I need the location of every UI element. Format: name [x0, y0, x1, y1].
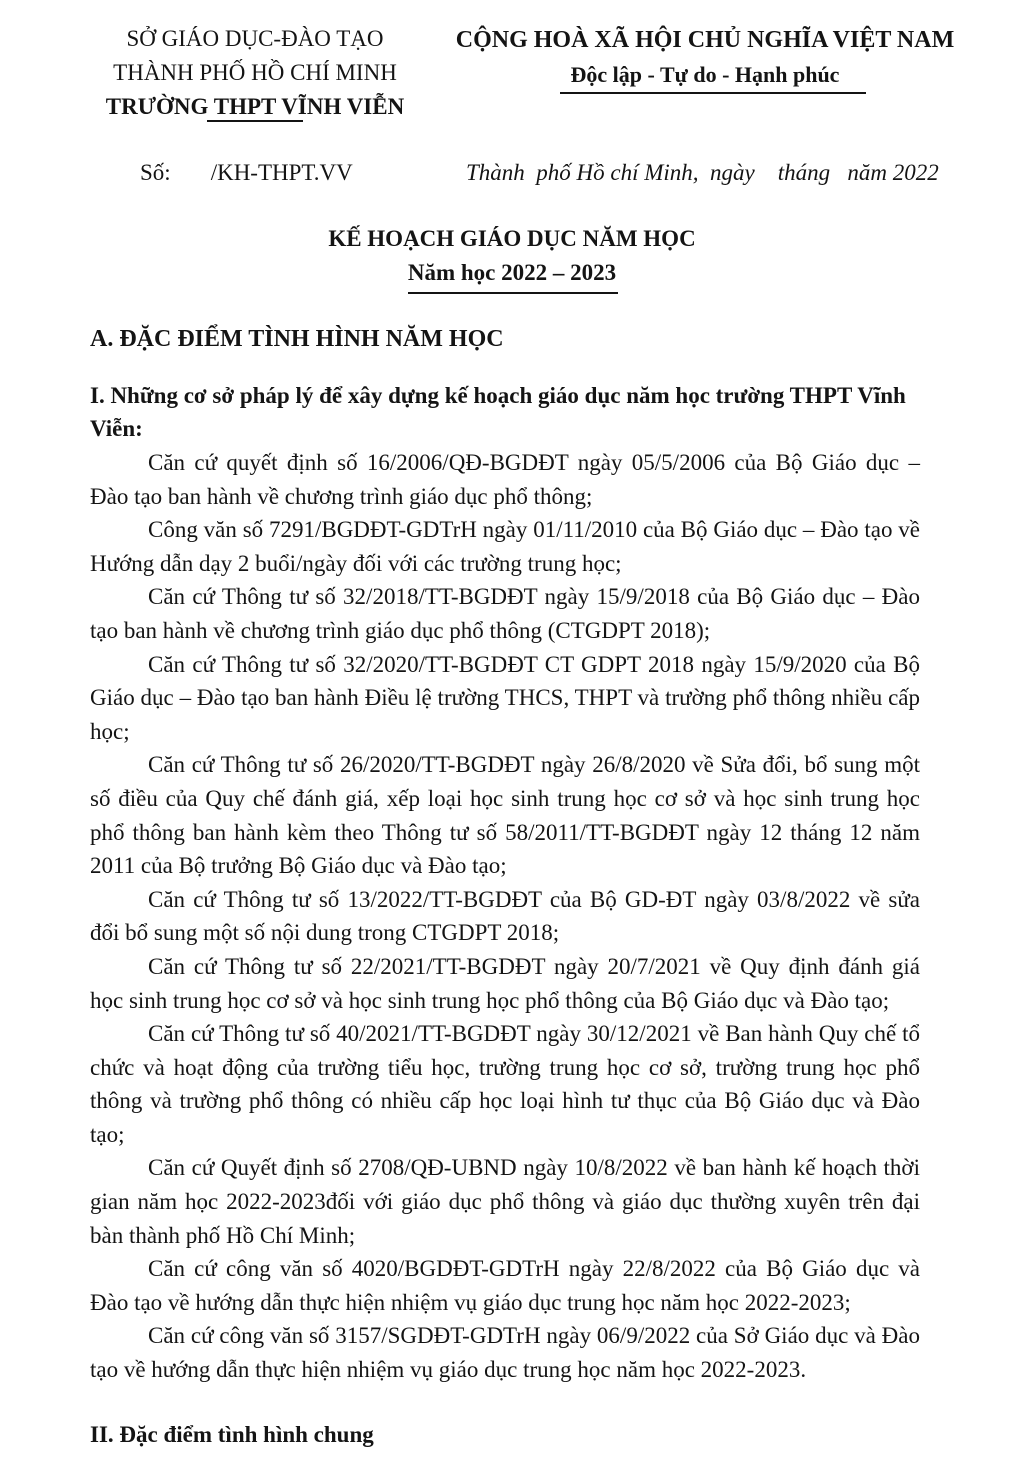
section-ii-heading: II. Đặc điểm tình hình chung: [90, 1422, 374, 1447]
legal-basis-paragraph: Căn cứ Thông tư số 13/2022/TT-BGDĐT của Bộ GD-ĐT ngày 03/8/2022 về sửa đổi bổ sung một số nội dung trong CTGDPT 2018;: [90, 886, 920, 946]
document-subtitle: Năm học 2022 – 2023: [407, 260, 617, 285]
legal-basis-paragraph: Căn cứ Thông tư số 40/2021/TT-BGDĐT ngày 30/12/2021 về Ban hành Quy chế tổ chức và hoạt động của trường tiểu học, trường trung học cơ sở, trường trung học phổ thông và trường phổ thông có nhiều cấp học loại hình tư thục của Bộ Giáo dục và Đào tạo;: [90, 1021, 920, 1147]
place-date-line: Thành phố Hồ chí Minh, ngày tháng năm 2022: [466, 160, 939, 185]
title-underline: [408, 292, 618, 294]
legal-basis-paragraph: Căn cứ Thông tư số 32/2018/TT-BGDĐT ngày 15/9/2018 của Bộ Giáo dục – Đào tạo ban hành về chương trình giáo dục phổ thông (CTGDPT 2018);: [90, 584, 920, 643]
section-i-heading: I. Những cơ sở pháp lý để xây dựng kế hoạch giáo dục năm học trường THPT Vĩnh Viễn:: [90, 383, 906, 441]
legal-basis-paragraph: Căn cứ Thông tư số 32/2020/TT-BGDĐT CT GDPT 2018 ngày 15/9/2020 của Bộ Giáo dục – Đào tạo ban hành Điều lệ trường THCS, THPT và trường phổ thông nhiều cấp học;: [90, 651, 920, 744]
document-number: [140, 158, 353, 188]
national-title-block: [440, 22, 970, 94]
legal-basis-paragraph: Công văn số 7291/BGDĐT-GDTrH ngày 01/11/2010 của Bộ Giáo dục – Đào tạo về Hướng dẫn dạy 2 buổi/ngày đối với các trường trung học;: [90, 517, 920, 576]
document-number-label: Số:: [140, 160, 171, 185]
national-motto: Độc lập - Tự do - Hạnh phúc: [570, 62, 840, 87]
legal-basis-paragraph: Căn cứ Quyết định số 2708/QĐ-UBND ngày 10/8/2022 về ban hành kế hoạch thời gian năm học 2022-2023đối với giáo dục phổ thông và giáo dục thường xuyên trên đại bàn thành phố Hồ Chí Minh;: [90, 1155, 920, 1248]
agency-department: SỞ GIÁO DỤC-ĐÀO TẠO: [126, 26, 384, 51]
legal-basis-list: [90, 446, 920, 1387]
legal-basis-paragraph: Căn cứ công văn số 4020/BGDĐT-GDTrH ngày 22/8/2022 của Bộ Giáo dục và Đào tạo về hướng dẫn thực hiện nhiệm vụ giáo dục trung học năm học 2022-2023;: [90, 1256, 920, 1315]
issuing-agency-block: [60, 22, 450, 122]
agency-school: TRƯỜNG THPT VĨNH VIỄN: [105, 94, 405, 119]
document-title: KẾ HOẠCH GIÁO DỤC NĂM HỌC: [328, 226, 696, 251]
legal-basis-paragraph: Căn cứ công văn số 3157/SGDĐT-GDTrH ngày 06/9/2022 của Sở Giáo dục và Đào tạo về hướng dẫn thực hiện nhiệm vụ giáo dục trung học năm học 2022-2023.: [90, 1323, 920, 1383]
legal-basis-paragraph: Căn cứ Thông tư số 26/2020/TT-BGDĐT ngày 26/8/2020 về Sửa đổi, bổ sung một số điều của Quy chế đánh giá, xếp loại học sinh trung học cơ sở và học sinh trung học phổ thông ban hành kèm theo Thông tư số 58/2011/TT-BGDĐT ngày 12 tháng 12 năm 2011 của Bộ trưởng Bộ Giáo dục và Đào tạo;: [90, 752, 920, 879]
country-name: CỘNG HOÀ XÃ HỘI CHỦ NGHĨA VIỆT NAM: [455, 27, 955, 53]
legal-basis-paragraph: Căn cứ quyết định số 16/2006/QĐ-BGDĐT ngày 05/5/2006 của Bộ Giáo dục – Đào tạo ban hành về chương trình giáo dục phổ thông;: [90, 450, 920, 509]
section-a-heading: A. ĐẶC ĐIỂM TÌNH HÌNH NĂM HỌC: [90, 326, 504, 352]
agency-city: THÀNH PHỐ HỒ CHÍ MINH: [113, 60, 397, 85]
document-title-block: [0, 222, 1024, 294]
motto-underline: [560, 92, 866, 94]
document-number-code: /KH-THPT.VV: [210, 160, 353, 185]
legal-basis-paragraph: Căn cứ Thông tư số 22/2021/TT-BGDĐT ngày 20/7/2021 về Quy định đánh giá học sinh trung học cơ sở và học sinh trung học phổ thông của Bộ Giáo dục và Đào tạo;: [90, 953, 920, 1013]
